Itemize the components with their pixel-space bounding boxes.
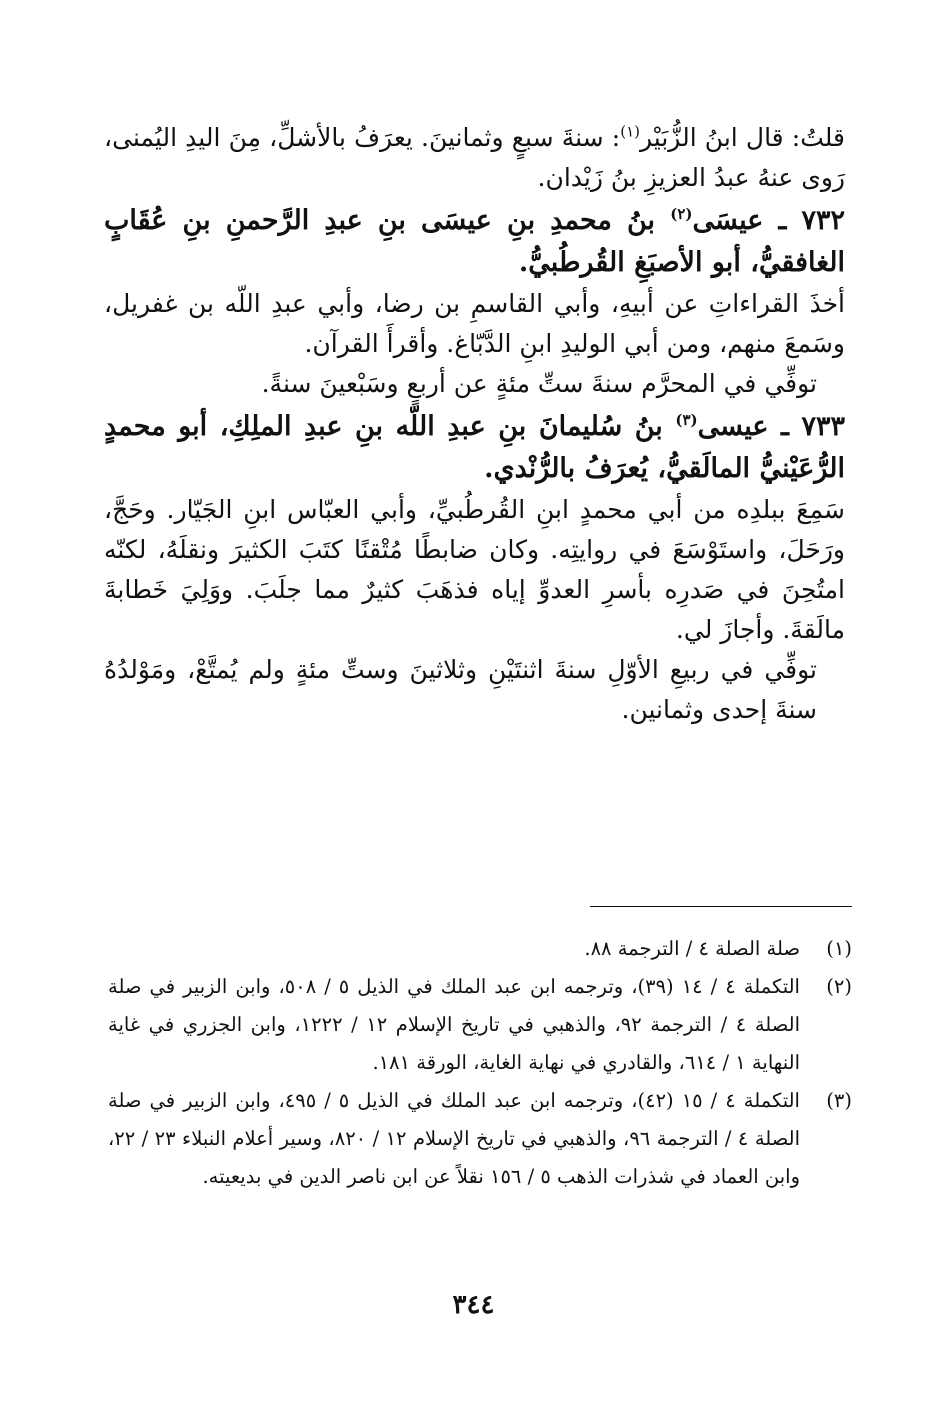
page-number: ٣٤٤	[452, 1290, 495, 1320]
footnote-text: التكملة ٤ / ١٤ (٣٩)، وترجمه ابن عبد الملك في الذيل ٥ / ٥٠٨، وابن الزبير في صلة الصلة ٤ / الترجمة ٩٢، والذهبي في تاريخ الإسلام ١٢ / ١٢٢٢، وابن الجزري في غاية النهاية ١ / ٦١٤، والقادري في نهاية الغاية، الورقة ١٨١.	[108, 975, 800, 1074]
footnote-3	[108, 1082, 852, 1196]
footnote-ref-2[interactable]: (٢)	[670, 205, 693, 223]
main-text	[104, 118, 845, 730]
footnote-divider	[590, 906, 852, 907]
entry-heading-733	[104, 406, 845, 490]
entry-733-paragraph-2: توفِّي في ربيعِ الأوّلِ سنةَ اثنتَيْنِ وثلاثينَ وستِّ مئةٍ ولم يُمتَّعْ، ومَوْلدُهُ سنةَ إحدى وثمانين.	[104, 655, 817, 724]
footnotes	[108, 930, 852, 1196]
footnote-number: (١)	[826, 937, 852, 960]
footnote-number: (٣)	[826, 1089, 852, 1112]
text-run: قلتُ: قال ابنُ الزُّبَيْر	[639, 123, 845, 152]
footnote-ref-1[interactable]: (١)	[620, 122, 640, 141]
paragraph-qultu	[104, 118, 845, 198]
footnote-number: (٢)	[826, 975, 852, 998]
footnote-text: التكملة ٤ / ١٥ (٤٢)، وترجمه ابن عبد الملك في الذيل ٥ / ٤٩٥، وابن الزبير في صلة الصلة ٤ / الترجمة ٩٦، والذهبي في تاريخ الإسلام ١٢ / ٨٢٠، وسير أعلام النبلاء ٢٣ / ٢٢، وابن العماد في شذرات الذهب ٥ / ١٥٦ نقلاً عن ابن ناصر الدين في بديعيته.	[108, 1089, 801, 1188]
footnote-text: صلة الصلة ٤ / الترجمة ٨٨.	[584, 937, 800, 960]
entry-heading-732	[104, 200, 845, 284]
text-run: : سنةَ سبعٍ وثمانينَ. يعرَفُ بالأشلِّ، مِنَ اليدِ اليُمنى، رَوى عنهُ عبدُ العزيزِ بنُ زَيْدان.	[104, 123, 845, 192]
footnote-1	[108, 930, 852, 968]
entry-heading-text: بنُ سُليمانَ بنِ عبدِ اللّه بنِ عبدِ الملِكِ، أبو محمدٍ الرُّعَيْنيُّ المالَقيُّ، يُعرَفُ بالرُّنْدي.	[104, 411, 845, 484]
footnote-2	[108, 968, 852, 1082]
entry-heading-text: بنُ محمدِ بنِ عيسَى بنِ عبدِ الرَّحمنِ بنِ عُقَابٍ الغافقيُّ، أبو الأصبَغِ القُرطُبيُّ.	[104, 205, 845, 278]
entry-733-paragraph-1: سَمِعَ ببلدِه من أبي محمدٍ ابنِ القُرطُبيِّ، وأبي العبّاس ابنِ الجَيّار. وحَجَّ، ورَحَلَ، واستَوْسَعَ في روايتِه. وكان ضابطًا مُتْقنًا كتَبَ الكثيرَ ونقلَهُ، لكنّه امتُحِنَ في صَدرِه بأسرِ العدوِّ إياه فذهَبَ كثيرٌ مما جلَبَ. ووَلِيَ خَطابةَ مالَقةَ. وأجازَ لي.	[104, 495, 845, 644]
footnote-ref-3[interactable]: (٣)	[675, 411, 698, 429]
entry-heading-text: ٧٣٣ ـ عيسى	[697, 411, 845, 442]
entry-732-paragraph-2: توفِّي في المحرَّم سنةَ ستِّ مئةٍ عن أربعٍ وسَبْعينَ سنةً.	[261, 369, 817, 398]
entry-heading-text: ٧٣٢ ـ عيسَى	[692, 205, 845, 236]
entry-732-paragraph-1: أخذَ القراءاتِ عن أبيهِ، وأبي القاسمِ بن رضا، وأبي عبدِ اللّه بن غفريل، وسَمعَ منهم، ومن أبي الوليدِ ابنِ الدَّبّاغ. وأقرأَ القرآن.	[104, 289, 845, 358]
